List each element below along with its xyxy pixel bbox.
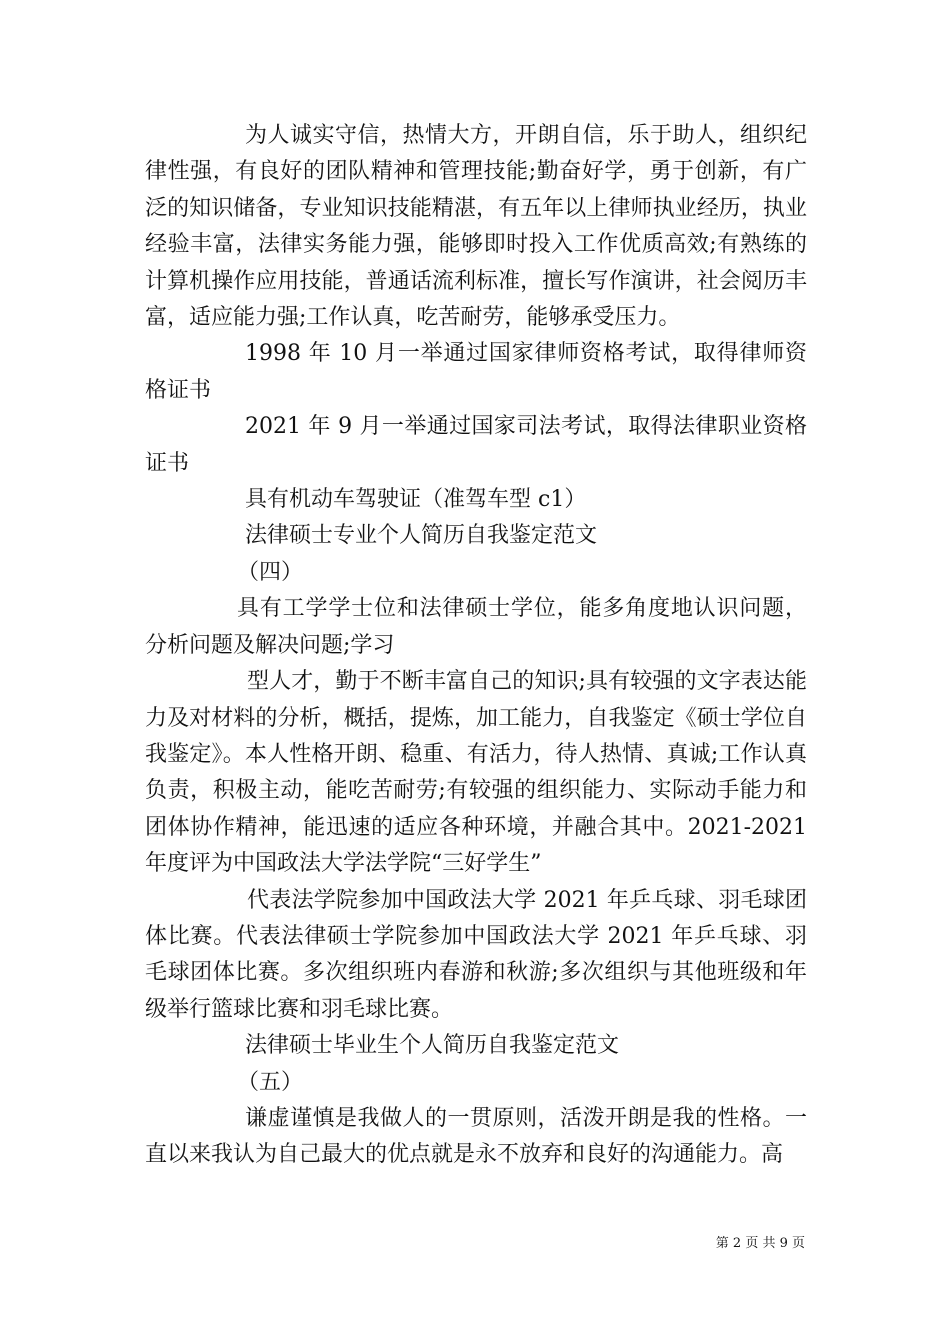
paragraph-degree: 具有工学学士位和法律硕士学位，能多角度地认识问题，分析问题及解决问题;学习 bbox=[145, 596, 807, 658]
paragraph-driving-license: 具有机动车驾驶证（准驾车型 c1） bbox=[245, 487, 587, 513]
paragraph-lawyer-certificate: 1998 年 10 月一举通过国家律师资格考试，取得律师资格证书 bbox=[145, 341, 807, 403]
document-body bbox=[145, 118, 807, 1174]
section-title-4: 法律硕士专业个人简历自我鉴定范文 bbox=[245, 523, 598, 549]
paragraph-abilities: 型人才，勤于不断丰富自己的知识;具有较强的文字表达能力及对材料的分析，概括，提炼，加工能力，自我鉴定《硕士学位自我鉴定》。本人性格开朗、稳重、有活力，待人热情、真诚;工作认真负责，积极主动，能吃苦耐劳;有较强的组织能力、实际动手能力和团体协作精神，能迅速的适应各种环境，并融合其中。2021-2021 年度评为中国政法大学法学院“三好学生” bbox=[145, 669, 807, 877]
paragraph-principles: 谦虚谨慎是我做人的一贯原则，活泼开朗是我的性格。一直以来我认为自己最大的优点就是永不放弃和良好的沟通能力。高 bbox=[145, 1105, 807, 1168]
paragraph-legal-qualification: 2021 年 9 月一举通过国家司法考试，取得法律职业资格证书 bbox=[145, 414, 807, 476]
section-number-4: （四） bbox=[237, 559, 304, 585]
page-number-footer: 第 2 页 共 9 页 bbox=[715, 1236, 805, 1251]
paragraph-personality: 为人诚实守信，热情大方，开朗自信，乐于助人，组织纪律性强，有良好的团队精神和管理技能;勤奋好学，勇于创新，有广泛的知识储备，专业知识技能精湛，有五年以上律师执业经历，执业经验丰富，法律实务能力强，能够即时投入工作优质高效;有熟练的计算机操作应用技能，普通话流利标准，擅长写作演讲，社会阅历丰富，适应能力强;工作认真，吃苦耐劳，能够承受压力。 bbox=[145, 123, 807, 331]
section-number-5: （五） bbox=[237, 1069, 304, 1095]
section-title-5: 法律硕士毕业生个人简历自我鉴定范文 bbox=[245, 1033, 620, 1059]
paragraph-activities: 代表法学院参加中国政法大学 2021 年乒乓球、羽毛球团体比赛。代表法律硕士学院参加中国政法大学 2021 年乒乓球、羽毛球团体比赛。多次组织班内春游和秋游;多次组织与其他班级和年级举行篮球比赛和羽毛球比赛。 bbox=[145, 887, 807, 1022]
